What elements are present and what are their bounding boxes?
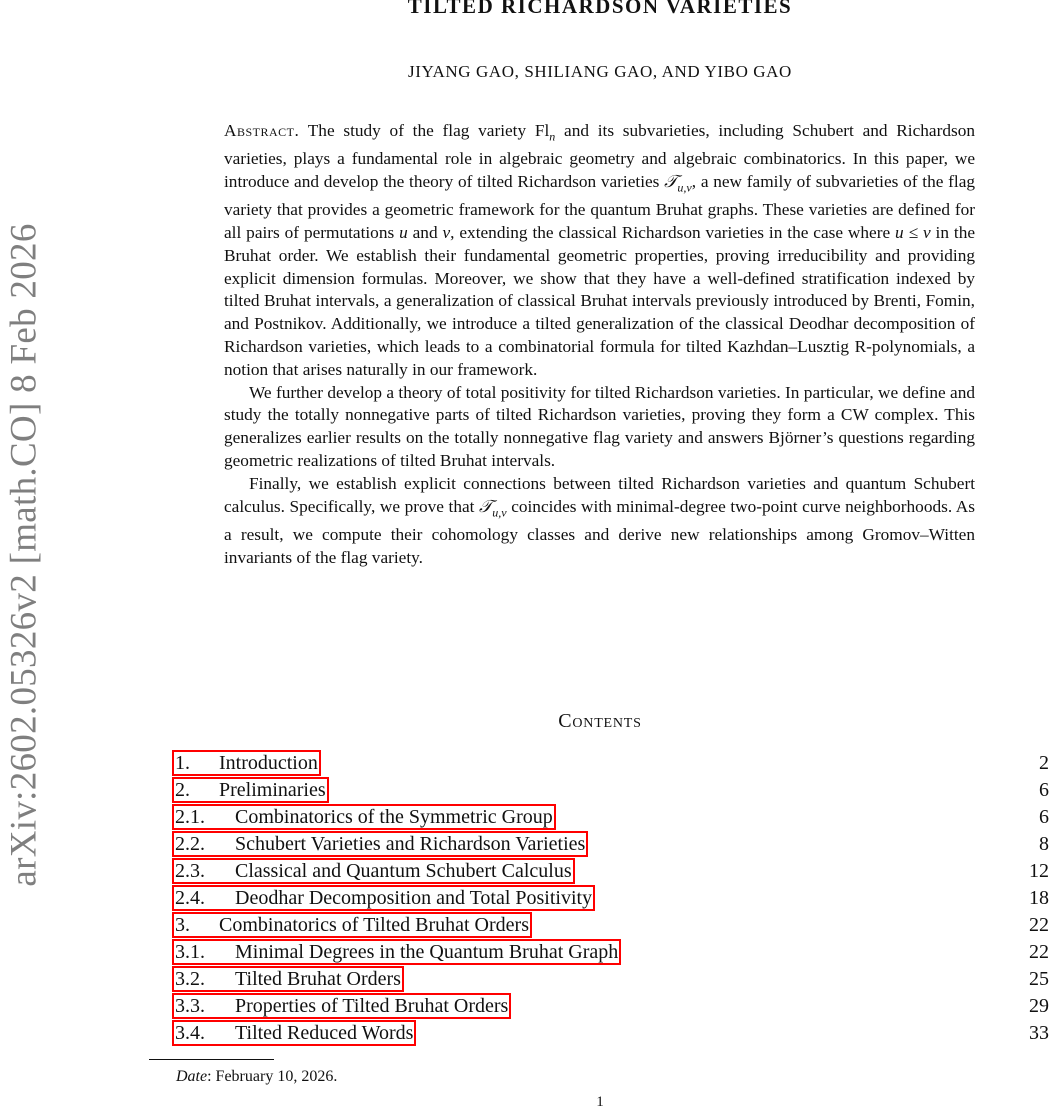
abstract-text: and (407, 223, 443, 243)
toc-title: Schubert Varieties and Richardson Varieties (235, 833, 586, 855)
abstract-paragraph-3 (224, 473, 975, 570)
paper-title: TILTED RICHARDSON VARIETIES (407, 0, 793, 18)
toc-link[interactable] (172, 966, 404, 992)
toc-link[interactable] (172, 993, 511, 1019)
toc-title: Combinatorics of Tilted Bruhat Orders (219, 914, 529, 936)
toc-link[interactable] (172, 777, 329, 803)
footnote-text: : February 10, 2026. (207, 1068, 338, 1085)
toc-number: 2.4. (175, 887, 205, 909)
abstract-text: , extending the classical Richardson varieties in the case where (450, 223, 896, 243)
toc-title: Deodhar Decomposition and Total Positivity (235, 887, 593, 909)
toc-page: 33 (1029, 1022, 1049, 1044)
toc-link[interactable] (172, 831, 588, 857)
paper-authors: JIYANG GAO, SHILIANG GAO, AND YIBO GAO (408, 62, 792, 81)
toc-page: 22 (1029, 941, 1049, 963)
abstract (224, 120, 975, 570)
arxiv-sidebar (0, 180, 48, 930)
math-tilted-richardson (664, 172, 692, 195)
footnote-label: Date (176, 1068, 208, 1085)
toc-number: 3.1. (175, 941, 205, 963)
toc-link[interactable] (172, 1020, 416, 1046)
toc-row (172, 993, 1049, 1020)
arxiv-identifier: arXiv:2602.05326v2 [math.CO] 8 Feb 2026 (3, 223, 45, 887)
footnote-rule (149, 1059, 274, 1060)
toc-row (172, 885, 1049, 912)
toc-number: 2.3. (175, 860, 205, 882)
toc-row (172, 912, 1049, 939)
table-of-contents (172, 750, 1049, 1047)
toc-row (172, 750, 1049, 777)
toc-number: 1. (175, 752, 190, 774)
math-t-sub: u,v (492, 505, 507, 520)
toc-page: 6 (1039, 806, 1049, 828)
toc-page: 12 (1029, 860, 1049, 882)
math-flag-variety (534, 121, 556, 144)
toc-row (172, 831, 1049, 858)
toc-row (172, 966, 1049, 993)
toc-title: Minimal Degrees in the Quantum Bruhat Graph (235, 941, 619, 963)
footnote-date (176, 1068, 337, 1086)
toc-title: Classical and Quantum Schubert Calculus (235, 860, 572, 882)
math-fl-sub: n (549, 129, 556, 144)
math-u: u (399, 223, 408, 243)
toc-row (172, 939, 1049, 966)
toc-number: 2.2. (175, 833, 205, 855)
toc-title: Properties of Tilted Bruhat Orders (235, 995, 509, 1017)
toc-number: 3.3. (175, 995, 205, 1017)
abstract-text: coincides with minimal-degree two-point curve neighborhoods. As a result, we compute their cohomology classes and derive new relationships among Gromov–Witten invariants of the flag variety. (224, 496, 975, 567)
toc-title: Introduction (219, 752, 318, 774)
abstract-text: in the Bruhat order. We establish their fundamental geometric properties, proving irreducibility and providing explicit dimension formulas. Moreover, we show that they have a well-defined stratification indexed by tilted Bruhat intervals, a generalization of classical Bruhat intervals previously introduced by Brenti, Fomin, and Postnikov. Additionally, we introduce a tilted generalization of the classical Deodhar decomposition of Richardson varieties, which leads to a combinatorial formula for tilted Kazhdan–Lusztig R-polynomials, a notion that arises naturally in our framework. (224, 223, 976, 379)
contents-heading: Contents (558, 710, 642, 732)
toc-page: 2 (1039, 752, 1049, 774)
math-fl: Fl (534, 121, 550, 140)
toc-page: 8 (1039, 833, 1049, 855)
toc-link[interactable] (172, 750, 321, 776)
toc-link[interactable] (172, 804, 556, 830)
toc-page: 25 (1029, 968, 1049, 990)
toc-title: Preliminaries (219, 779, 326, 801)
toc-page: 18 (1029, 887, 1049, 909)
toc-link[interactable] (172, 858, 575, 884)
toc-number: 3.4. (175, 1022, 205, 1044)
abstract-text: and its subvarieties, including Schubert and Richardson varieties, plays a fundamental role in algebraic geometry and algebraic combinatorics. In this paper, we introduce and develop the theory of tilted Richardson varieties (224, 121, 975, 192)
toc-number: 3.2. (175, 968, 205, 990)
math-t: 𝒯 (664, 172, 678, 192)
toc-row (172, 1020, 1049, 1047)
math-u-le-v: u ≤ v (895, 223, 931, 243)
toc-row (172, 804, 1049, 831)
toc-row (172, 777, 1049, 804)
page-number: 1 (596, 1094, 604, 1110)
abstract-paragraph-2: We further develop a theory of total positivity for tilted Richardson varieties. In particular, we define and study the totally nonnegative parts of tilted Richardson varieties, proving they form a CW complex. This generalizes earlier results on the totally nonnegative flag variety and answers Björner’s questions regarding geometric realizations of tilted Bruhat intervals. (224, 382, 975, 471)
toc-page: 29 (1029, 995, 1049, 1017)
math-v: v (442, 223, 451, 243)
toc-link[interactable] (172, 912, 532, 938)
toc-number: 2.1. (175, 806, 205, 828)
abstract-text: , a new family of subvarieties of the flag variety that provides a geometric framework for the quantum Bruhat graphs. These varieties are defined for all pairs of permutations (224, 172, 975, 243)
toc-link[interactable] (172, 885, 595, 911)
toc-link[interactable] (172, 939, 621, 965)
toc-title: Tilted Reduced Words (235, 1022, 414, 1044)
math-tilted-richardson (479, 496, 507, 520)
math-t-sub: u,v (677, 180, 692, 195)
math-t: 𝒯 (479, 496, 493, 516)
toc-title: Tilted Bruhat Orders (235, 968, 401, 990)
toc-row (172, 858, 1049, 885)
toc-page: 6 (1039, 779, 1049, 801)
abstract-paragraph-1 (224, 120, 975, 382)
toc-number: 3. (175, 914, 190, 936)
abstract-text: The study of the flag variety (307, 121, 535, 140)
toc-page: 22 (1029, 914, 1049, 936)
toc-title: Combinatorics of the Symmetric Group (235, 806, 553, 828)
abstract-text: Finally, we establish explicit connections between tilted Richardson varieties and quantum Schubert calculus. Specifically, we prove that (224, 473, 975, 516)
abstract-label: Abstract. (224, 121, 300, 140)
toc-number: 2. (175, 779, 190, 801)
